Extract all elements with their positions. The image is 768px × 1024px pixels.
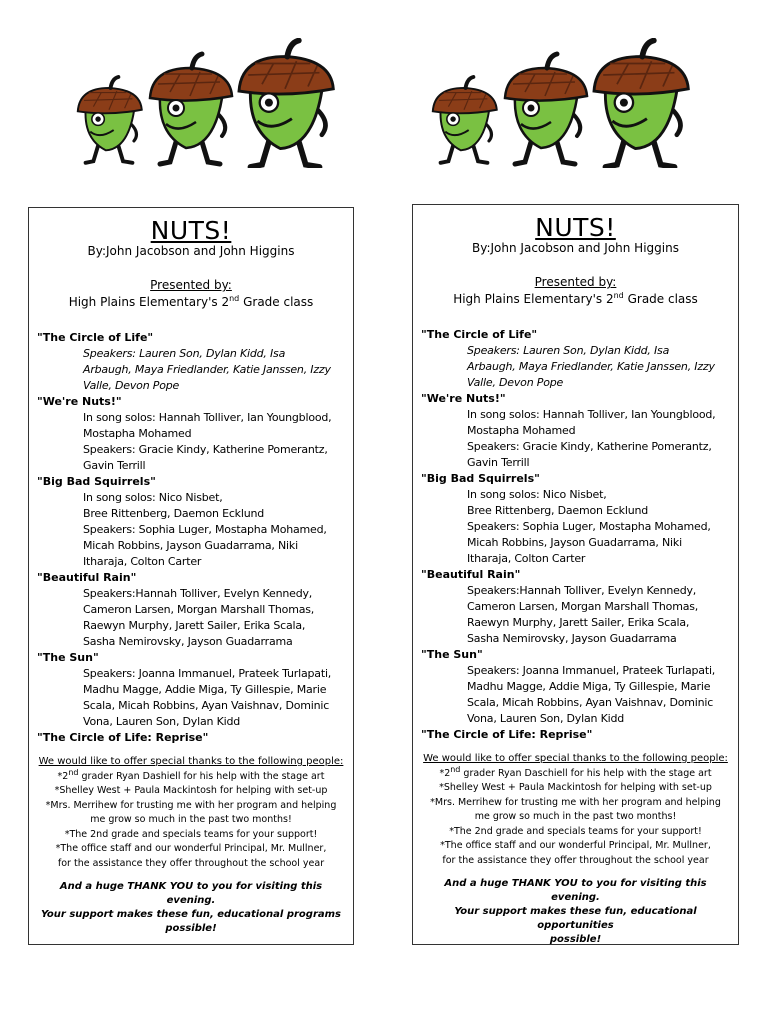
song-list (37, 330, 347, 746)
flyer-title: NUTS! (535, 213, 616, 242)
thanks-line: *The 2nd grade and specials teams for your support! (64, 828, 318, 840)
song-detail: Speakers: Sophia Luger, Mostapha Mohamed, (83, 523, 327, 536)
song-detail: Arbaugh, Maya Friedlander, Katie Janssen, Izzy (467, 360, 715, 373)
thanks-line (419, 764, 732, 782)
thanks-line (35, 767, 347, 785)
song-detail: Vona, Lauren Son, Dylan Kidd (467, 712, 625, 725)
song-detail: Itharaja, Colton Carter (467, 552, 586, 565)
thanks-line: me grow so much in the past two months! (474, 811, 677, 822)
school-name-sup: nd (613, 291, 624, 300)
song-detail: Speakers: Joanna Immanuel, Prateek Turlapati, (467, 664, 716, 677)
song-title: "The Sun" (421, 648, 483, 661)
song-detail: Mostapha Mohamed (467, 424, 576, 437)
thanks-section (35, 755, 347, 871)
song-detail: Speakers: Lauren Son, Dylan Kidd, Isa (467, 344, 670, 357)
closing-line: Your support makes these fun, educational opportunities (454, 906, 697, 931)
thanks-line-sup: nd (450, 764, 461, 774)
song-detail: Raewyn Murphy, Jarett Sailer, Erika Scala, (467, 616, 690, 629)
thanks-line-text-end: grader Ryan Dashiell for his help with the stage art (78, 770, 325, 782)
flyer-byline: By:John Jacobson and John Higgins (472, 241, 679, 255)
school-name-text: High Plains Elementary's 2 (453, 292, 614, 306)
presented-by-label: Presented by: (150, 278, 232, 292)
school-name-text-end: Grade class (623, 292, 698, 306)
school-name-sup: nd (229, 294, 240, 303)
closing-line: Your support makes these fun, educational programs possible! (40, 909, 341, 934)
song-detail: Madhu Magge, Addie Miga, Ty Gillespie, Marie (83, 683, 327, 696)
acorn-group-icon (430, 38, 710, 168)
thanks-line: *Mrs. Merrihew for trusting me with her program and helping (430, 796, 721, 808)
song-detail: Bree Rittenberg, Daemon Ecklund (83, 507, 265, 520)
song-detail: Scala, Micah Robbins, Ayan Vaishnav, Dominic (83, 699, 330, 712)
song-detail: Speakers:Hannah Tolliver, Evelyn Kennedy, (467, 584, 697, 597)
song-detail: Speakers: Joanna Immanuel, Prateek Turlapati, (83, 667, 332, 680)
thanks-line: *The 2nd grade and specials teams for your support! (449, 825, 702, 837)
song-detail: Cameron Larsen, Morgan Marshall Thomas, (467, 600, 699, 613)
song-detail: In song solos: Nico Nisbet, (467, 488, 607, 501)
thanks-line-text: *2 (439, 767, 451, 779)
song-title: "Big Bad Squirrels" (37, 475, 156, 488)
song-detail: Sasha Nemirovsky, Jayson Guadarrama (83, 635, 293, 648)
song-detail: Valle, Devon Pope (83, 379, 180, 392)
flyer-byline: By:John Jacobson and John Higgins (87, 244, 295, 258)
song-title: "We're Nuts!" (421, 392, 506, 405)
acorn-group-icon (75, 38, 355, 168)
song-detail: Sasha Nemirovsky, Jayson Guadarrama (467, 632, 677, 645)
thanks-line: *The office staff and our wonderful Principal, Mr. Mullner, (440, 840, 711, 851)
song-detail: Scala, Micah Robbins, Ayan Vaishnav, Dominic (467, 696, 714, 709)
thanks-line-text-end: grader Ryan Daschiell for his help with the stage art (460, 767, 712, 779)
thanks-line: *The office staff and our wonderful Principal, Mr. Mullner, (55, 843, 327, 854)
song-detail: Raewyn Murphy, Jarett Sailer, Erika Scala, (83, 619, 306, 632)
song-detail: Speakers: Gracie Kindy, Katherine Pomerantz, (467, 440, 712, 453)
song-detail: Madhu Magge, Addie Miga, Ty Gillespie, Marie (467, 680, 711, 693)
thanks-line-sup: nd (68, 767, 79, 777)
thanks-line: *Shelley West + Paula Mackintosh for helping with set-up (439, 782, 712, 793)
song-list (421, 327, 732, 743)
song-title: "The Circle of Life: Reprise" (37, 731, 209, 744)
school-name-text: High Plains Elementary's 2 (68, 295, 230, 309)
presented-by-label: Presented by: (534, 275, 617, 289)
closing-message (419, 877, 732, 947)
song-title: "Big Bad Squirrels" (421, 472, 540, 485)
song-title: "The Sun" (37, 651, 99, 664)
song-title: "The Circle of Life: Reprise" (421, 728, 593, 741)
acorn-illustration-right (430, 38, 710, 168)
thanks-line: *Shelley West + Paula Mackintosh for helping with set-up (54, 785, 328, 796)
thanks-heading: We would like to offer special thanks to the following people: (38, 756, 344, 767)
school-name (413, 292, 738, 306)
song-detail: Speakers: Sophia Luger, Mostapha Mohamed, (467, 520, 711, 533)
song-title: "We're Nuts!" (37, 395, 122, 408)
thanks-line: for the assistance they offer throughout the school year (57, 857, 325, 869)
song-detail: Valle, Devon Pope (467, 376, 564, 389)
song-detail: Gavin Terrill (467, 456, 530, 469)
song-detail: In song solos: Hannah Tolliver, Ian Youngblood, (83, 411, 332, 424)
closing-message (35, 880, 347, 936)
song-detail: Speakers: Lauren Son, Dylan Kidd, Isa (83, 347, 286, 360)
thanks-line: me grow so much in the past two months! (90, 814, 292, 825)
school-name-text-end: Grade class (239, 295, 314, 309)
acorn-illustration-left (75, 38, 355, 168)
song-detail: Cameron Larsen, Morgan Marshall Thomas, (83, 603, 315, 616)
song-detail: In song solos: Hannah Tolliver, Ian Youngblood, (467, 408, 716, 421)
song-detail: Arbaugh, Maya Friedlander, Katie Janssen, Izzy (83, 363, 331, 376)
song-detail: Micah Robbins, Jayson Guadarrama, Niki (83, 539, 298, 552)
closing-line: And a huge THANK YOU to you for visiting this evening. (59, 881, 323, 906)
song-title: "Beautiful Rain" (421, 568, 521, 581)
thanks-line-text: *2 (57, 770, 69, 782)
thanks-line: for the assistance they offer throughout the school year (442, 854, 709, 866)
thanks-section (419, 752, 732, 868)
flyer-title: NUTS! (150, 216, 232, 245)
song-detail: Micah Robbins, Jayson Guadarrama, Niki (467, 536, 682, 549)
song-detail: Speakers:Hannah Tolliver, Evelyn Kennedy, (83, 587, 313, 600)
program-flyer-left (28, 207, 354, 945)
school-name (29, 295, 353, 309)
song-title: "Beautiful Rain" (37, 571, 137, 584)
song-detail: Itharaja, Colton Carter (83, 555, 202, 568)
closing-line: And a huge THANK YOU to you for visiting this evening. (444, 878, 707, 903)
song-title: "The Circle of Life" (421, 328, 538, 341)
song-detail: Speakers: Gracie Kindy, Katherine Pomerantz, (83, 443, 328, 456)
song-detail: In song solos: Nico Nisbet, (83, 491, 223, 504)
thanks-line: *Mrs. Merrihew for trusting me with her program and helping (45, 799, 337, 811)
program-flyer-right (412, 204, 739, 945)
thanks-heading: We would like to offer special thanks to the following people: (423, 753, 728, 764)
song-detail: Bree Rittenberg, Daemon Ecklund (467, 504, 649, 517)
song-title: "The Circle of Life" (37, 331, 154, 344)
song-detail: Gavin Terrill (83, 459, 146, 472)
song-detail: Vona, Lauren Son, Dylan Kidd (83, 715, 241, 728)
closing-line: possible! (549, 934, 602, 945)
song-detail: Mostapha Mohamed (83, 427, 192, 440)
